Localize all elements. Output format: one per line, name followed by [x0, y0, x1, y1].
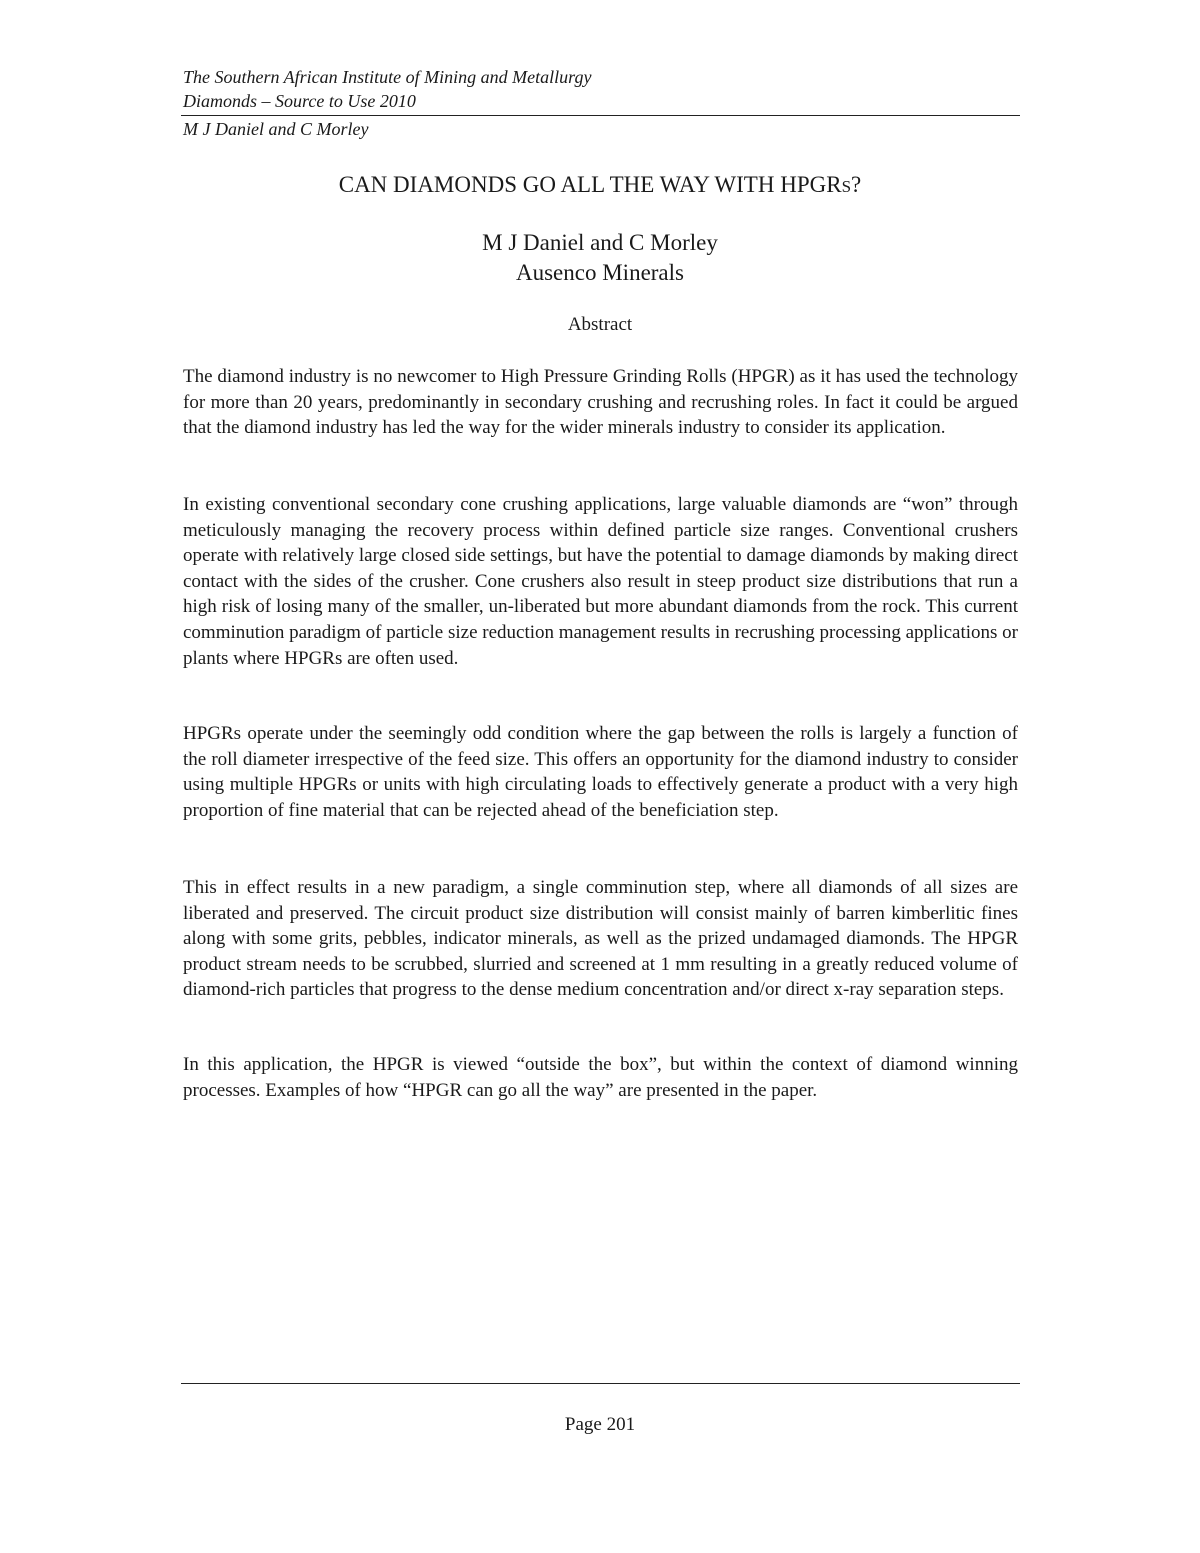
abstract-paragraph-4: This in effect results in a new paradigm, a single comminution step, where all diamonds of all sizes are liberated and preserved. The circuit product size distribution will consist mainly of barren kimberlitic fines along with some grits, pebbles, indicator minerals, as well as the prized undamaged diamonds. The HPGR product stream needs to be scrubbed, slurried and screened at 1 mm resulting in a greatly reduced volume of diamond-rich particles that progress to the dense medium concentration and/or direct x-ray separation steps.	[183, 877, 1018, 1001]
paper-title	[0, 170, 1200, 202]
running-header-conference: Diamonds – Source to Use 2010	[183, 91, 416, 111]
title-suffix: S	[841, 177, 852, 196]
abstract-paragraph-2: In existing conventional secondary cone crushing applications, large valuable diamonds are “won” through meticulously managing the recovery process within defined particle size ranges. Conventional crushers operate with relatively large closed side settings, but have the potential to damage diamonds by making direct contact with the sides of the crusher. Cone crushers also result in steep product size distributions that run a high risk of losing many of the smaller, un-liberated but more abundant diamonds from the rock. This current comminution paradigm of particle size reduction management results in recrushing processing applications or plants where HPGRs are often used.	[183, 494, 1018, 669]
paper-authors: M J Daniel and C Morley	[482, 230, 718, 255]
footer-rule	[181, 1383, 1020, 1384]
page-number: Page 201	[564, 1414, 636, 1435]
running-header-authors: M J Daniel and C Morley	[183, 119, 369, 139]
running-header-institute: The Southern African Institute of Mining and Metallurgy	[183, 67, 592, 87]
abstract-paragraph-1: The diamond industry is no newcomer to High Pressure Grinding Rolls (HPGR) as it has used the technology for more than 20 years, predominantly in secondary crushing and recrushing roles. In fact it could be argued that the diamond industry has led the way for the wider minerals industry to consider its application.	[183, 366, 1018, 439]
header-rule	[181, 115, 1020, 116]
abstract-paragraph-3: HPGRs operate under the seemingly odd condition where the gap between the rolls is largely a function of the roll diameter irrespective of the feed size. This offers an opportunity for the diamond industry to consider using multiple HPGRs or units with high circulating loads to effectively generate a product with a very high proportion of fine material that can be rejected ahead of the beneficiation step.	[183, 723, 1018, 821]
paper-affiliation: Ausenco Minerals	[516, 260, 684, 285]
abstract-paragraph-5: In this application, the HPGR is viewed “outside the box”, but within the context of diamond winning processes. Examples of how “HPGR can go all the way” are presented in the paper.	[183, 1054, 1018, 1101]
abstract-heading: Abstract	[567, 314, 633, 335]
title-end: ?	[851, 172, 862, 197]
title-main: CAN DIAMONDS GO ALL THE WAY WITH HPGR	[338, 172, 842, 197]
